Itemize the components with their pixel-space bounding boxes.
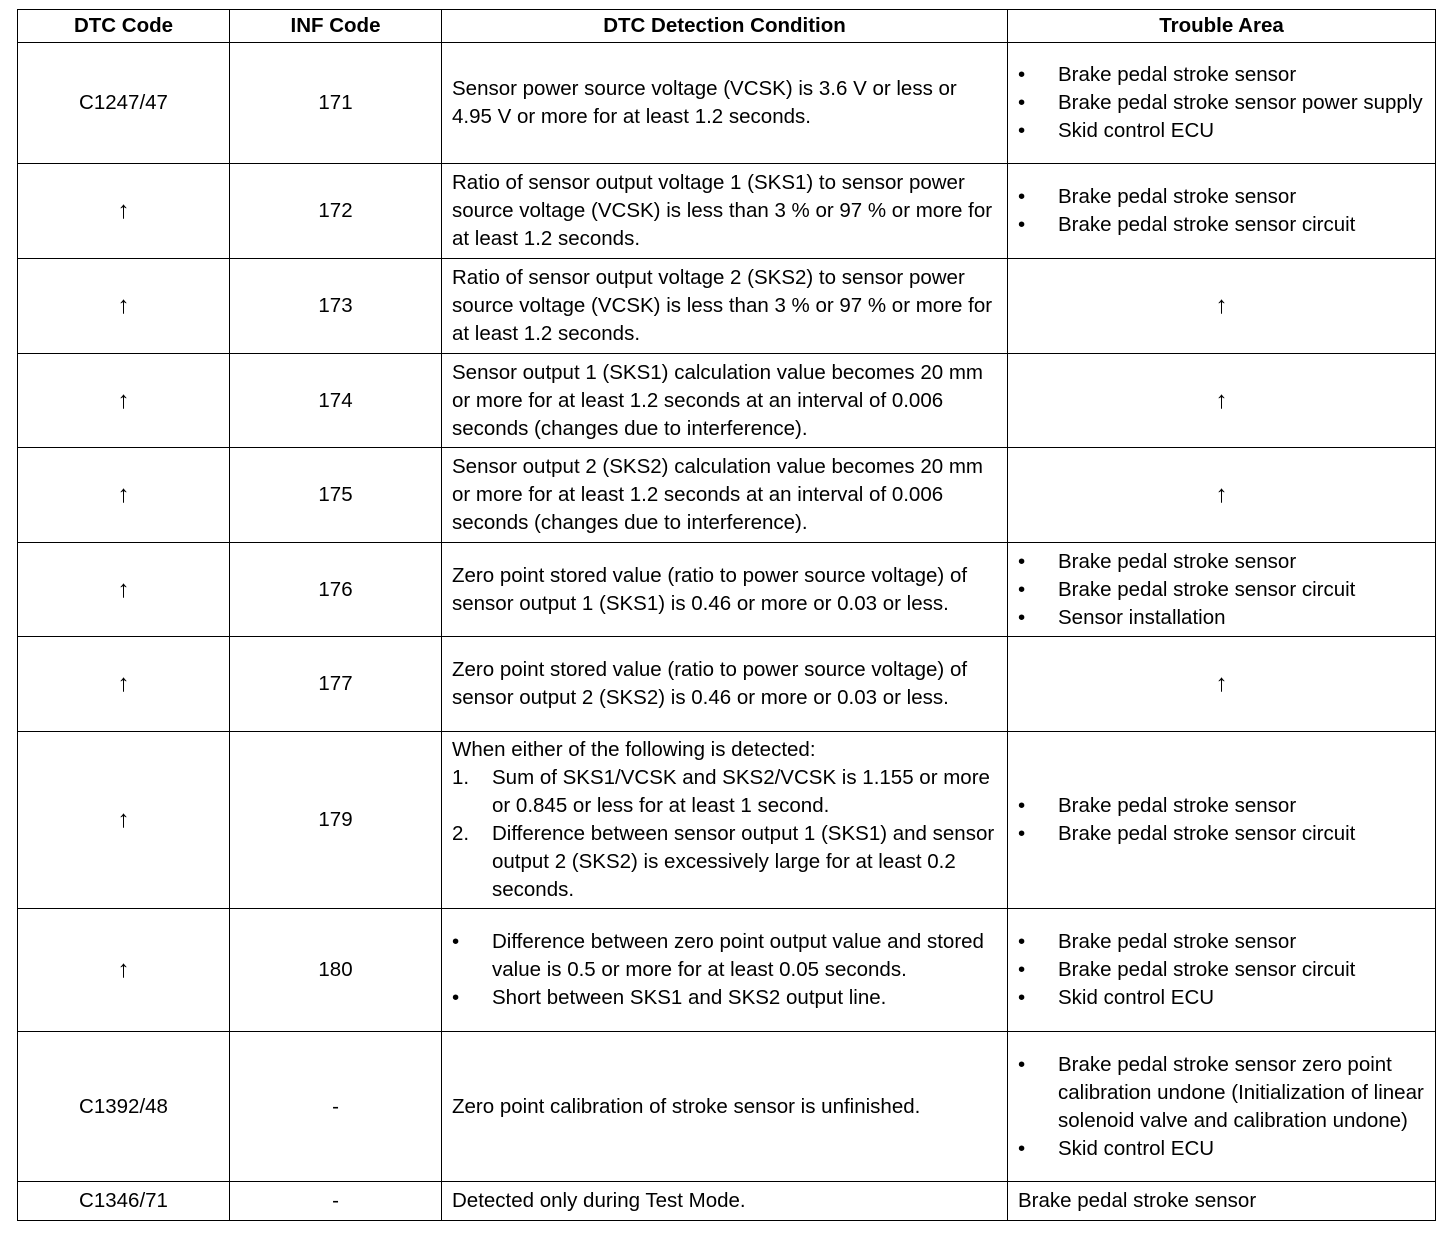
condition-cell: Sensor output 2 (SKS2) calculation value becomes 20 mm or more for at least 1.2 seconds at an interval of 0.006 seconds (changes due to interference). bbox=[442, 448, 1008, 543]
inf-code-cell: - bbox=[230, 1032, 442, 1182]
dtc-code-same-arrow: ↑ bbox=[18, 448, 230, 543]
trouble-area-same-arrow: ↑ bbox=[1008, 637, 1436, 732]
trouble-area-cell: Brake pedal stroke sensor bbox=[1008, 1182, 1436, 1221]
trouble-item: • Brake pedal stroke sensor circuit bbox=[1018, 956, 1425, 984]
trouble-item: • Brake pedal stroke sensor bbox=[1018, 61, 1425, 89]
table-row bbox=[18, 637, 1436, 732]
trouble-item: • Brake pedal stroke sensor zero point calibration undone (Initialization of linear solenoid valve and calibration undone) bbox=[1018, 1051, 1425, 1135]
condition-cell: Zero point stored value (ratio to power source voltage) of sensor output 1 (SKS1) is 0.46 or more or 0.03 or less. bbox=[442, 543, 1008, 637]
inf-code-cell: 176 bbox=[230, 543, 442, 637]
trouble-list bbox=[1018, 1051, 1425, 1163]
header-dtc-code: DTC Code bbox=[18, 10, 230, 43]
inf-code-cell: 171 bbox=[230, 43, 442, 164]
header-row bbox=[18, 10, 1436, 43]
dtc-table bbox=[17, 9, 1436, 1221]
condition-cell: Sensor output 1 (SKS1) calculation value becomes 20 mm or more for at least 1.2 seconds at an interval of 0.006 seconds (changes due to interference). bbox=[442, 354, 1008, 448]
trouble-area-cell bbox=[1008, 543, 1436, 637]
condition-item-number: 2. bbox=[452, 822, 470, 845]
trouble-item: • Brake pedal stroke sensor bbox=[1018, 792, 1425, 820]
inf-code-cell: 180 bbox=[230, 909, 442, 1032]
table-row bbox=[18, 1032, 1436, 1182]
dtc-code-same-arrow: ↑ bbox=[18, 354, 230, 448]
trouble-item: • Sensor installation bbox=[1018, 604, 1425, 632]
dtc-code-cell: C1247/47 bbox=[18, 43, 230, 164]
trouble-item: • Brake pedal stroke sensor power supply bbox=[1018, 89, 1425, 117]
condition-bullet-list bbox=[452, 928, 997, 1012]
condition-item-text: Difference between sensor output 1 (SKS1) and sensor output 2 (SKS2) is excessively large for at least 0.2 seconds. bbox=[492, 822, 995, 901]
trouble-item: • Brake pedal stroke sensor bbox=[1018, 928, 1425, 956]
dtc-code-same-arrow: ↑ bbox=[18, 909, 230, 1032]
header-trouble-area: Trouble Area bbox=[1008, 10, 1436, 43]
trouble-list bbox=[1018, 928, 1425, 1012]
trouble-item: • Brake pedal stroke sensor circuit bbox=[1018, 211, 1425, 239]
header-detection-condition: DTC Detection Condition bbox=[442, 10, 1008, 43]
condition-cell bbox=[442, 732, 1008, 909]
condition-item bbox=[452, 820, 997, 904]
trouble-area-same-arrow: ↑ bbox=[1008, 448, 1436, 543]
condition-bullet: • Difference between zero point output value and stored value is 0.5 or more for at least 0.05 seconds. bbox=[452, 928, 997, 984]
table-row bbox=[18, 448, 1436, 543]
trouble-item: • Skid control ECU bbox=[1018, 984, 1425, 1012]
trouble-item: • Brake pedal stroke sensor bbox=[1018, 183, 1425, 211]
trouble-item: • Brake pedal stroke sensor circuit bbox=[1018, 820, 1425, 848]
condition-cell: Ratio of sensor output voltage 1 (SKS1) to sensor power source voltage (VCSK) is less than 3 % or 97 % or more for at least 1.2 seconds. bbox=[442, 164, 1008, 259]
trouble-item: • Brake pedal stroke sensor circuit bbox=[1018, 576, 1425, 604]
dtc-code-same-arrow: ↑ bbox=[18, 164, 230, 259]
trouble-area-cell bbox=[1008, 732, 1436, 909]
trouble-area-cell bbox=[1008, 1032, 1436, 1182]
trouble-area-same-arrow: ↑ bbox=[1008, 354, 1436, 448]
inf-code-cell: - bbox=[230, 1182, 442, 1221]
dtc-code-same-arrow: ↑ bbox=[18, 543, 230, 637]
table-row bbox=[18, 259, 1436, 354]
inf-code-cell: 172 bbox=[230, 164, 442, 259]
condition-item-number: 1. bbox=[452, 766, 470, 789]
inf-code-cell: 175 bbox=[230, 448, 442, 543]
trouble-area-same-arrow: ↑ bbox=[1008, 259, 1436, 354]
trouble-area-cell bbox=[1008, 43, 1436, 164]
inf-code-cell: 173 bbox=[230, 259, 442, 354]
condition-cell: Zero point stored value (ratio to power source voltage) of sensor output 2 (SKS2) is 0.46 or more or 0.03 or less. bbox=[442, 637, 1008, 732]
table-row bbox=[18, 164, 1436, 259]
dtc-code-same-arrow: ↑ bbox=[18, 732, 230, 909]
dtc-code-same-arrow: ↑ bbox=[18, 637, 230, 732]
header-inf-code: INF Code bbox=[230, 10, 442, 43]
trouble-item: • Brake pedal stroke sensor bbox=[1018, 548, 1425, 576]
trouble-list bbox=[1018, 61, 1425, 145]
table-row bbox=[18, 354, 1436, 448]
condition-item-text: Sum of SKS1/VCSK and SKS2/VCSK is 1.155 or more or 0.845 or less for at least 1 second. bbox=[492, 766, 990, 817]
trouble-item: • Skid control ECU bbox=[1018, 1135, 1425, 1163]
condition-intro: When either of the following is detected: bbox=[452, 738, 816, 761]
table-row bbox=[18, 43, 1436, 164]
condition-cell: Ratio of sensor output voltage 2 (SKS2) to sensor power source voltage (VCSK) is less than 3 % or 97 % or more for at least 1.2 seconds. bbox=[442, 259, 1008, 354]
condition-cell: Detected only during Test Mode. bbox=[442, 1182, 1008, 1221]
table-row bbox=[18, 543, 1436, 637]
inf-code-cell: 177 bbox=[230, 637, 442, 732]
trouble-list bbox=[1018, 548, 1425, 632]
trouble-item: • Skid control ECU bbox=[1018, 117, 1425, 145]
trouble-list bbox=[1018, 792, 1425, 848]
condition-cell: Sensor power source voltage (VCSK) is 3.6 V or less or 4.95 V or more for at least 1.2 seconds. bbox=[442, 43, 1008, 164]
table-row bbox=[18, 732, 1436, 909]
dtc-code-cell: C1346/71 bbox=[18, 1182, 230, 1221]
trouble-list bbox=[1018, 183, 1425, 239]
condition-cell: Zero point calibration of stroke sensor is unfinished. bbox=[442, 1032, 1008, 1182]
inf-code-cell: 179 bbox=[230, 732, 442, 909]
condition-bullet: • Short between SKS1 and SKS2 output line. bbox=[452, 984, 997, 1012]
table-row bbox=[18, 1182, 1436, 1221]
trouble-area-cell bbox=[1008, 909, 1436, 1032]
condition-cell bbox=[442, 909, 1008, 1032]
trouble-area-cell bbox=[1008, 164, 1436, 259]
dtc-code-cell: C1392/48 bbox=[18, 1032, 230, 1182]
table-row bbox=[18, 909, 1436, 1032]
condition-numbered-list bbox=[452, 764, 997, 904]
dtc-code-same-arrow: ↑ bbox=[18, 259, 230, 354]
condition-item bbox=[452, 764, 997, 820]
inf-code-cell: 174 bbox=[230, 354, 442, 448]
